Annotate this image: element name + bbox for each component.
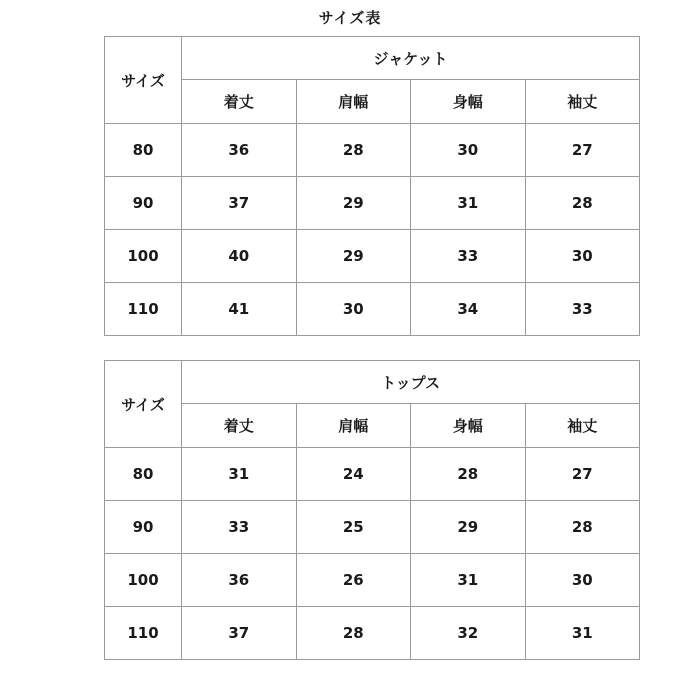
table-cell: 36 [182,124,297,177]
table-cell: 33 [525,283,640,336]
column-header-sleeve: 袖丈 [525,404,640,448]
table-cell: 28 [296,607,411,660]
table-cell: 32 [411,607,526,660]
table-cell: 31 [182,448,297,501]
table-cell: 30 [525,554,640,607]
column-header-length: 着丈 [182,404,297,448]
table-cell: 24 [296,448,411,501]
table-cell: 28 [296,124,411,177]
column-header-shoulder: 肩幅 [296,80,411,124]
size-cell: 90 [105,177,182,230]
table-cell: 36 [182,554,297,607]
table-cell: 41 [182,283,297,336]
column-header-row [105,404,640,448]
table-header-row [105,37,640,80]
table-row [105,177,640,230]
table-row [105,448,640,501]
table-cell: 28 [411,448,526,501]
table-cell: 26 [296,554,411,607]
size-cell: 100 [105,554,182,607]
jacket-size-table [104,36,640,336]
group-header-cell: ジャケット [182,37,640,80]
size-cell: 80 [105,448,182,501]
column-header-chest: 身幅 [411,404,526,448]
column-header-length: 着丈 [182,80,297,124]
column-header-row [105,80,640,124]
table-row [105,607,640,660]
table-row [105,501,640,554]
group-header-cell: トップス [182,361,640,404]
column-header-chest: 身幅 [411,80,526,124]
table-cell: 40 [182,230,297,283]
size-cell: 100 [105,230,182,283]
table-cell: 29 [296,230,411,283]
table-cell: 33 [182,501,297,554]
column-header-shoulder: 肩幅 [296,404,411,448]
column-header-sleeve: 袖丈 [525,80,640,124]
table-cell: 33 [411,230,526,283]
table-cell: 31 [411,177,526,230]
table-cell: 31 [525,607,640,660]
size-header-cell: サイズ [105,37,182,124]
table-cell: 27 [525,448,640,501]
table-row [105,124,640,177]
size-cell: 80 [105,124,182,177]
table-cell: 27 [525,124,640,177]
table-row [105,230,640,283]
size-header-cell: サイズ [105,361,182,448]
table-header-row [105,361,640,404]
table-cell: 31 [411,554,526,607]
table-cell: 29 [411,501,526,554]
table-cell: 37 [182,177,297,230]
size-cell: 110 [105,283,182,336]
tops-size-table [104,360,640,660]
table-cell: 25 [296,501,411,554]
table-cell: 30 [296,283,411,336]
table-cell: 34 [411,283,526,336]
table-cell: 28 [525,501,640,554]
size-cell: 90 [105,501,182,554]
table-cell: 30 [525,230,640,283]
table-cell: 30 [411,124,526,177]
table-cell: 29 [296,177,411,230]
size-cell: 110 [105,607,182,660]
table-row [105,283,640,336]
table-cell: 28 [525,177,640,230]
table-row [105,554,640,607]
page-title: サイズ表 [318,9,382,27]
table-cell: 37 [182,607,297,660]
